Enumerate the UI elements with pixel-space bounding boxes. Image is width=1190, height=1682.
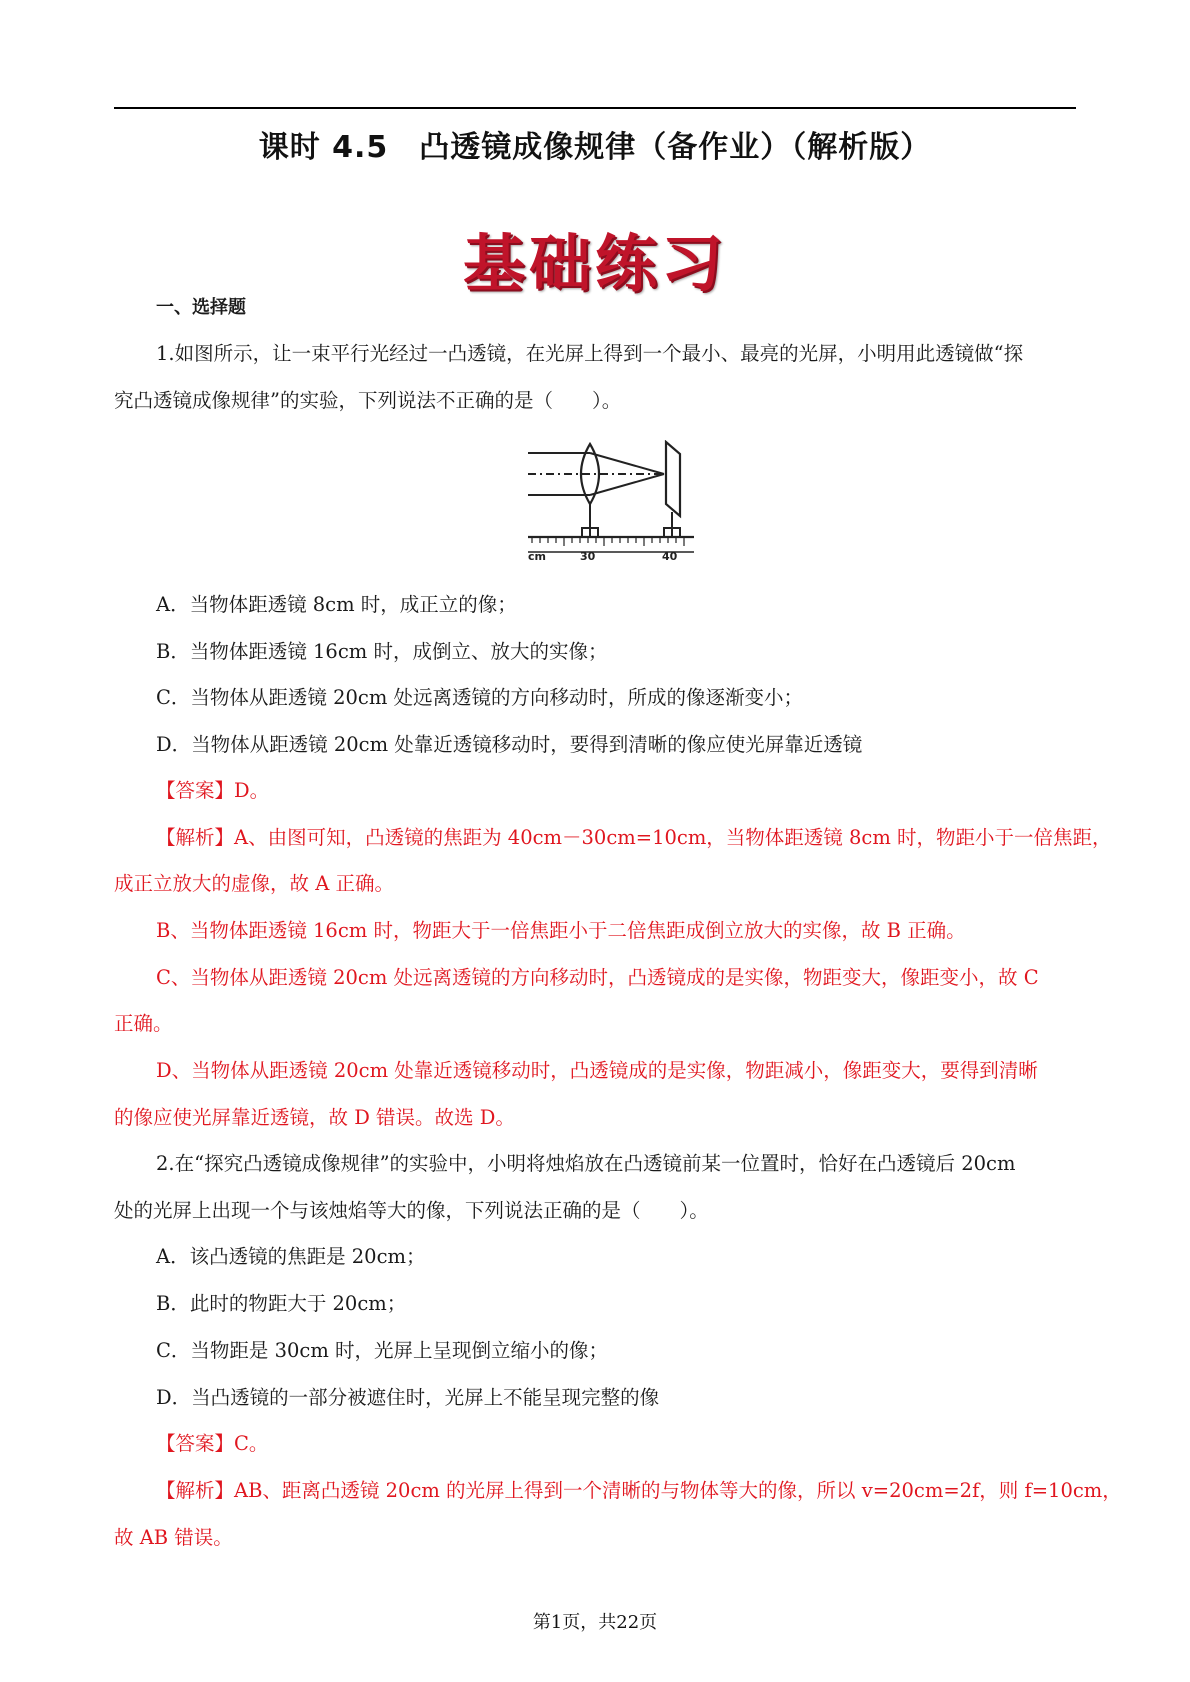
q1-option-c: C．当物体从距透镜 20cm 处远离透镜的方向移动时，所成的像逐渐变小；	[156, 686, 804, 709]
q2-option-c: C．当物距是 30cm 时，光屏上呈现倒立缩小的像；	[156, 1339, 609, 1362]
q1-option-d: D．当物体从距透镜 20cm 处靠近透镜移动时，要得到清晰的像应使光屏靠近透镜	[156, 733, 863, 756]
q2-stem-line-1: 2.在“探究凸透镜成像规律”的实验中，小明将烛焰放在凸透镜前某一位置时，恰好在凸透镜后 20cm	[156, 1152, 1016, 1175]
q2-answer	[156, 1432, 1076, 1456]
page-footer: 第1页，共22页	[532, 1612, 658, 1633]
ruler-label-cm: cm	[528, 550, 546, 562]
q2-analysis-line-1	[156, 1479, 1122, 1503]
section-banner: 基础练习	[462, 227, 727, 300]
header-rule	[114, 107, 1076, 109]
q1-analysis-line-1	[156, 826, 1112, 850]
q1-analysis-line-4: C、当物体从距透镜 20cm 处远离透镜的方向移动时，凸透镜成的是实像，物距变大，像距变小，故 C	[156, 966, 1039, 989]
q1-analysis-line-6: D、当物体从距透镜 20cm 处靠近透镜移动时，凸透镜成的是实像，物距减小，像距变大，要得到清晰	[156, 1059, 1038, 1082]
q1-analysis-label: 【解析】	[156, 826, 235, 849]
lens-experiment-figure	[524, 440, 700, 562]
ray-converge-top	[590, 453, 664, 474]
q1-analysis-line-5: 正确。	[114, 1012, 173, 1035]
light-screen	[666, 442, 680, 516]
q1-analysis-line-3: B、当物体距透镜 16cm 时，物距大于一倍焦距小于二倍焦距成倒立放大的实像，故 B 正确。	[156, 919, 966, 942]
q2-answer-label: 【答案】	[156, 1432, 235, 1455]
ruler-label-30: 30	[580, 550, 596, 562]
q2-analysis-text-1: AB、距离凸透镜 20cm 的光屏上得到一个清晰的与物体等大的像，所以 v=20cm=2f，则 f=10cm，	[234, 1479, 1122, 1502]
section-heading: 一、选择题	[156, 297, 246, 318]
q1-option-b: B．当物体距透镜 16cm 时，成倒立、放大的实像；	[156, 640, 608, 663]
q1-stem-line-1: 1.如图所示，让一束平行光经过一凸透镜，在光屏上得到一个最小、最亮的光屏，小明用此透镜做“探	[156, 342, 1024, 365]
q1-answer-label: 【答案】	[156, 779, 235, 802]
q2-answer-value: C。	[234, 1432, 269, 1455]
q2-option-b: B．此时的物距大于 20cm；	[156, 1292, 407, 1315]
page-title: 课时 4.5 凸透镜成像规律（备作业）（解析版）	[258, 130, 932, 165]
q1-answer	[156, 779, 1076, 803]
q2-analysis-line-2: 故 AB 错误。	[114, 1526, 233, 1549]
q2-option-d: D．当凸透镜的一部分被遮住时，光屏上不能呈现完整的像	[156, 1386, 660, 1409]
q2-stem-line-2: 处的光屏上出现一个与该烛焰等大的像，下列说法正确的是（ ）。	[114, 1199, 709, 1222]
q1-analysis-line-7: 的像应使光屏靠近透镜，故 D 错误。故选 D。	[114, 1106, 515, 1129]
q1-stem-line-2: 究凸透镜成像规律”的实验，下列说法不正确的是（ ）。	[114, 389, 622, 412]
q2-analysis-label: 【解析】	[156, 1479, 235, 1502]
ray-converge-bottom	[590, 474, 664, 495]
q1-option-a: A．当物体距透镜 8cm 时，成正立的像；	[156, 593, 517, 616]
ruler-label-40: 40	[662, 550, 678, 562]
ruler-ticks	[532, 537, 684, 546]
q1-answer-value: D。	[234, 779, 270, 802]
q1-analysis-line-2: 成正立放大的虚像，故 A 正确。	[114, 872, 394, 895]
q2-option-a: A．该凸透镜的焦距是 20cm；	[156, 1245, 426, 1268]
q1-analysis-text-1: A、由图可知，凸透镜的焦距为 40cm－30cm=10cm，当物体距透镜 8cm 时，物距小于一倍焦距，	[234, 826, 1112, 849]
